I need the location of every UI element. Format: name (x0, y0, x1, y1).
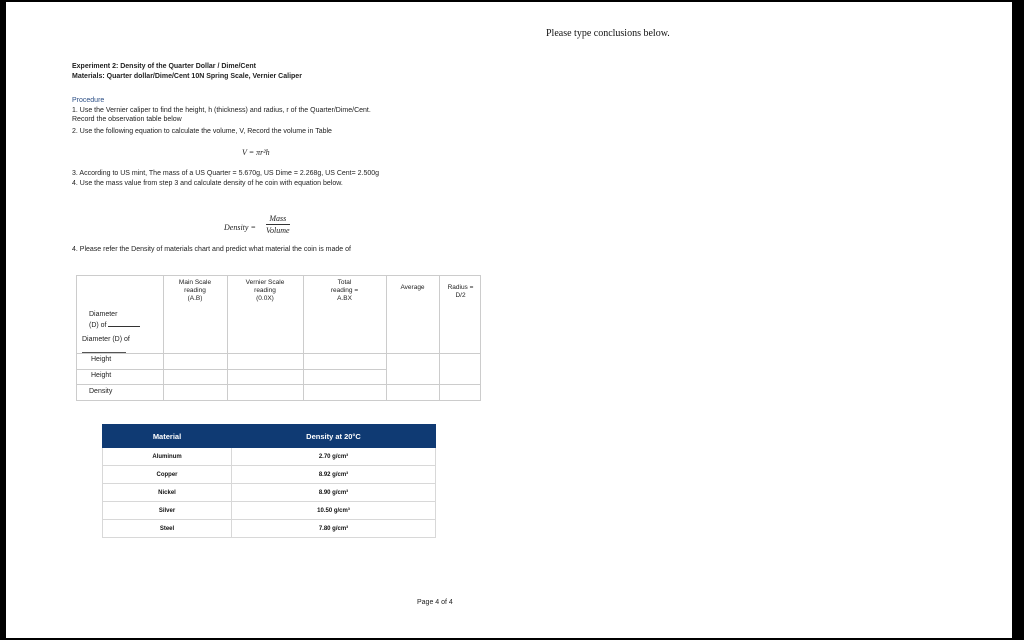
step-2: 2. Use the following equation to calculate the volume, V, Record the volume in Table (72, 128, 332, 135)
fraction-denominator: Volume (266, 226, 290, 235)
material-cell: Copper (103, 466, 232, 484)
material-cell: Silver (103, 502, 232, 520)
header-vernier-scale: Vernier Scale reading (0.0X) (245, 279, 285, 302)
table-row (103, 520, 436, 538)
table-row (103, 484, 436, 502)
row-label-diameter-1b: (D) of (89, 320, 140, 330)
material-cell: Aluminum (103, 448, 232, 466)
density-cell: 8.92 g/cm³ (232, 466, 436, 484)
header-total-reading: Total reading = A.BX (330, 279, 359, 302)
step-1b: Record the observation table below (72, 116, 182, 123)
materials-line: Materials: Quarter dollar/Dime/Cent 10N Spring Scale, Vernier Caliper (72, 73, 302, 80)
row-label-diameter-1a: Diameter (89, 311, 118, 318)
step-5: 4. Please refer the Density of materials chart and predict what material the coin is made of (72, 246, 351, 253)
page-number: Page 4 of 4 (417, 599, 453, 606)
density-cell: 8.90 g/cm³ (232, 484, 436, 502)
header-average: Average (400, 284, 425, 291)
observation-table (76, 275, 481, 401)
density-fraction (266, 214, 290, 235)
table-row (103, 448, 436, 466)
fraction-numerator: Mass (266, 214, 290, 225)
row-label-diameter-2: Diameter (D) of (82, 336, 130, 343)
experiment-title: Experiment 2: Density of the Quarter Dollar / Dime/Cent (72, 63, 256, 70)
density-equation-lhs: Density = (224, 223, 256, 232)
material-cell: Nickel (103, 484, 232, 502)
conclusion-prompt: Please type conclusions below. (546, 28, 670, 39)
density-cell: 2.70 g/cm³ (232, 448, 436, 466)
density-chart (102, 424, 436, 538)
table-row (103, 466, 436, 484)
procedure-heading: Procedure (72, 97, 105, 104)
material-cell: Steel (103, 520, 232, 538)
table-row (103, 502, 436, 520)
header-material: Material (103, 425, 232, 448)
row-label-height-1: Height (91, 356, 112, 363)
row-label-density: Density (89, 388, 113, 395)
blank-line (108, 320, 140, 327)
row-label-height-2: Height (91, 372, 112, 379)
density-cell: 7.80 g/cm³ (232, 520, 436, 538)
header-main-scale: Main Scale reading (A.B) (178, 279, 212, 302)
volume-equation: V = πr²h (242, 148, 270, 157)
step-3: 3. According to US mint, The mass of a US Quarter = 5.670g, US Dime = 2.268g, US Cent= 2.500g (72, 170, 380, 177)
document-page (6, 2, 1012, 638)
density-cell: 10.50 g/cm³ (232, 502, 436, 520)
step-1a: 1. Use the Vernier caliper to find the height, h (thickness) and radius, r of the Quarter/Dime/Cent. (72, 107, 371, 114)
step-4: 4. Use the mass value from step 3 and calculate density of he coin with equation below. (72, 180, 343, 187)
header-radius: Radius = D/2 (447, 284, 474, 299)
header-density: Density at 20°C (232, 425, 436, 448)
